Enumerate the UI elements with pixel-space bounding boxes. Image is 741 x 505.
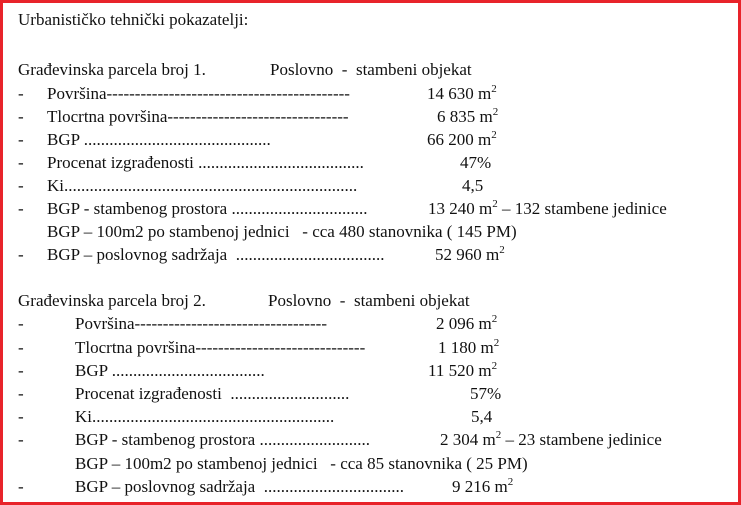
list-dash: -	[18, 338, 24, 357]
row-value: 66 200 $m^2$	[427, 129, 497, 149]
row-label: Površina	[75, 314, 135, 333]
row-value: 2 304 $m^2 - 23$ stambene jedinice	[440, 429, 662, 449]
list-dash: -	[18, 384, 24, 403]
list-dash: -	[18, 153, 24, 172]
list-dash: -	[18, 361, 24, 380]
list-dash: -	[18, 430, 24, 449]
list-item	[75, 384, 349, 404]
list-dash: -	[18, 407, 24, 426]
row-label: BGP - stambenog prostora	[75, 430, 256, 449]
row-value: 1 180 $m^2$	[438, 337, 500, 357]
row-leader: ...................................	[235, 245, 385, 264]
list-dash: -	[18, 245, 24, 264]
list-item	[75, 477, 404, 497]
row-value: 6 835 $m^2$	[437, 106, 499, 126]
row-leader: .........................................................	[92, 407, 335, 426]
row-value: 5,4	[471, 407, 493, 426]
row-label: Tlocrtna površina	[47, 107, 168, 126]
row-value: 13 240 $m^2 - 132$ stambene jedinice	[428, 198, 667, 218]
list-dash: -	[18, 477, 24, 496]
list-item	[47, 245, 384, 265]
list-item	[47, 176, 357, 196]
row-leader: ..........................	[259, 430, 370, 449]
list-dash: -	[18, 107, 24, 126]
row-value: 2 096 $m^2$	[436, 313, 498, 333]
row-label: BGP	[75, 361, 108, 380]
row-leader: .......................................	[198, 153, 364, 172]
list-dash: -	[18, 130, 24, 149]
list-item	[75, 407, 334, 427]
row-leader: ............................	[230, 384, 350, 403]
list-item	[47, 84, 350, 104]
list-item	[75, 314, 327, 334]
row-leader: ----------------------------------	[134, 314, 327, 333]
row-value: 4,5	[462, 176, 484, 195]
row-leader: ............................................	[83, 130, 271, 149]
row-value: 52 960 $m^2$	[435, 244, 505, 264]
list-item	[75, 430, 370, 450]
row-leader: .....................................................................	[64, 176, 358, 195]
list-dash: -	[18, 176, 24, 195]
row-label: BGP - stambenog prostora	[47, 199, 228, 218]
row-label: Ki	[47, 176, 64, 195]
row-label: BGP	[47, 130, 80, 149]
row-value: 14 630 $m^2$	[427, 83, 497, 103]
section1-note: BGP – 100m2 po stambenoj jednici - cca 480 stanovnika ( 145 PM)	[47, 222, 517, 241]
row-value: 47%	[460, 153, 492, 172]
section2-note: BGP – 100m2 po stambenoj jednici - cca 85 stanovnika ( 25 PM)	[75, 454, 528, 473]
list-item	[47, 107, 349, 127]
section2-heading: Građevinska parcela broj 2.	[18, 291, 206, 310]
list-item	[47, 130, 271, 150]
row-value: 9 216 $m^2$	[452, 476, 514, 496]
row-leader: .................................	[263, 477, 404, 496]
list-item	[75, 361, 265, 381]
row-label: Tlocrtna površina	[75, 338, 196, 357]
list-item	[75, 338, 365, 358]
row-label: Procenat izgrađenosti	[47, 153, 194, 172]
row-label: Površina	[47, 84, 107, 103]
row-value: 57%	[470, 384, 502, 403]
section2-type: Poslovno - stambeni objekat	[268, 291, 470, 310]
list-item	[47, 199, 367, 219]
row-leader: ....................................	[111, 361, 265, 380]
row-label: Ki	[75, 407, 92, 426]
row-label: Procenat izgrađenosti	[75, 384, 222, 403]
list-dash: -	[18, 314, 24, 333]
row-leader: -------------------------------------------	[106, 84, 350, 103]
list-dash: -	[18, 84, 24, 103]
row-label: BGP – poslovnog sadržaja	[47, 245, 228, 264]
list-dash: -	[18, 199, 24, 218]
document-title: Urbanističko tehnički pokazatelji:	[18, 10, 249, 29]
section1-heading: Građevinska parcela broj 1.	[18, 60, 206, 79]
row-label: BGP – poslovnog sadržaja	[75, 477, 256, 496]
section1-type: Poslovno - stambeni objekat	[270, 60, 472, 79]
row-leader: --------------------------------	[167, 107, 349, 126]
row-value: 11 520 $m^2$	[428, 360, 498, 380]
row-leader: ................................	[231, 199, 368, 218]
row-leader: ------------------------------	[195, 338, 366, 357]
list-item	[47, 153, 364, 173]
